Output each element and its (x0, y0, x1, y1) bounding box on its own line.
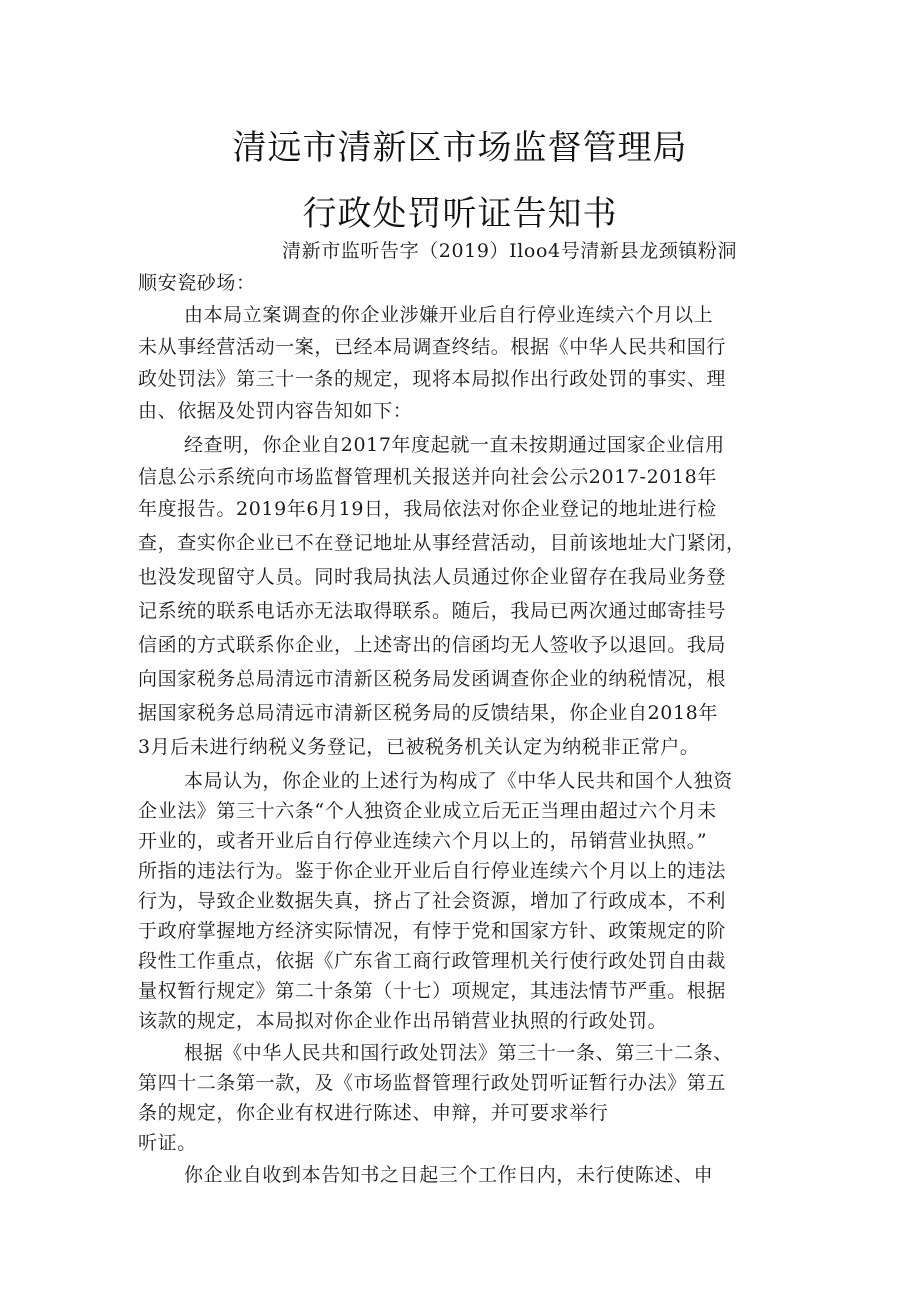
body-line: 本局认为，你企业的上述行为构成了《中华人民共和国个人独资 (184, 770, 733, 792)
body-line: 经查明，你企业自2017年度起就一直未按期通过国家企业信用 (184, 434, 725, 456)
body-line: 量权暂行规定》第二十条第（十七）项规定，其违法情节严重。根据 (138, 980, 727, 1002)
body-line: 信息公示系统向市场监督管理机关报送并向社会公示2017-2018年 (138, 466, 717, 488)
body-line: 政处罚法》第三十一条的规定，现将本局拟作出行政处罚的事实、理 (138, 368, 727, 390)
body-line: 由本局立案调查的你企业涉嫌开业后自行停业连续六个月以上 (184, 304, 714, 326)
body-line: 所指的违法行为。鉴于你企业开业后自行停业连续六个月以上的违法 (138, 860, 727, 882)
body-line: 根据《中华人民共和国行政处罚法》第三十一条、第三十二条、 (184, 1042, 733, 1064)
body-line: 听证。 (138, 1132, 197, 1154)
body-line: 企业法》第三十六条“个人独资企业成立后无正当理由超过六个月未 (138, 800, 717, 822)
body-line: 3月后未进行纳税义务登记，已被税务机关认定为纳税非正常户。 (138, 736, 700, 758)
document-subtitle: 行政处罚听证告知书 (302, 194, 618, 234)
recipient-line: 顺安瓷砂场： (138, 272, 256, 294)
body-line: 也没发现留守人员。同时我局执法人员通过你企业留存在我局业务登 (138, 566, 727, 588)
body-line: 信函的方式联系你企业，上述寄出的信函均无人签收予以退回。我局 (138, 634, 727, 656)
body-line: 未从事经营活动一案，已经本局调查终结。根据《中华人民共和国行 (138, 336, 727, 358)
body-line: 年度报告。2019年6月19日，我局依法对你企业登记的地址进行检 (138, 498, 717, 520)
document-title: 清远市清新区市场监督管理局 (232, 128, 688, 168)
body-line: 该款的规定，本局拟对你企业作出吊销营业执照的行政处罚。 (138, 1010, 668, 1032)
body-line: 查，查实你企业已不在登记地址从事经营活动，目前该地址大门紧闭， (138, 532, 746, 554)
body-line: 第四十二条第一款，及《市场监督管理行政处罚听证暂行办法》第五 (138, 1072, 727, 1094)
body-line: 你企业自收到本告知书之日起三个工作日内，未行使陈述、申 (184, 1164, 714, 1186)
reference-number-line: 清新市监听告字（2019）Iloo4号清新县龙颈镇粉洞 (282, 240, 738, 262)
body-line: 行为，导致企业数据失真，挤占了社会资源，增加了行政成本，不利 (138, 890, 727, 912)
body-line: 于政府掌握地方经济实际情况，有悖于党和国家方针、政策规定的阶 (138, 920, 727, 942)
body-line: 条的规定，你企业有权进行陈述、申辩，并可要求举行 (138, 1102, 609, 1124)
body-line: 由、依据及处罚内容告知如下： (138, 400, 413, 422)
body-line: 记系统的联系电话亦无法取得联系。随后，我局已两次通过邮寄挂号 (138, 600, 727, 622)
body-line: 据国家税务总局清远市清新区税务局的反馈结果，你企业自2018年 (138, 702, 718, 724)
body-line: 段性工作重点，依据《广东省工商行政管理机关行使行政处罚自由裁 (138, 950, 727, 972)
body-line: 开业的，或者开业后自行停业连续六个月以上的，吊销营业执照。” (138, 830, 708, 852)
body-line: 向国家税务总局清远市清新区税务局发函调查你企业的纳税情况，根 (138, 668, 727, 690)
